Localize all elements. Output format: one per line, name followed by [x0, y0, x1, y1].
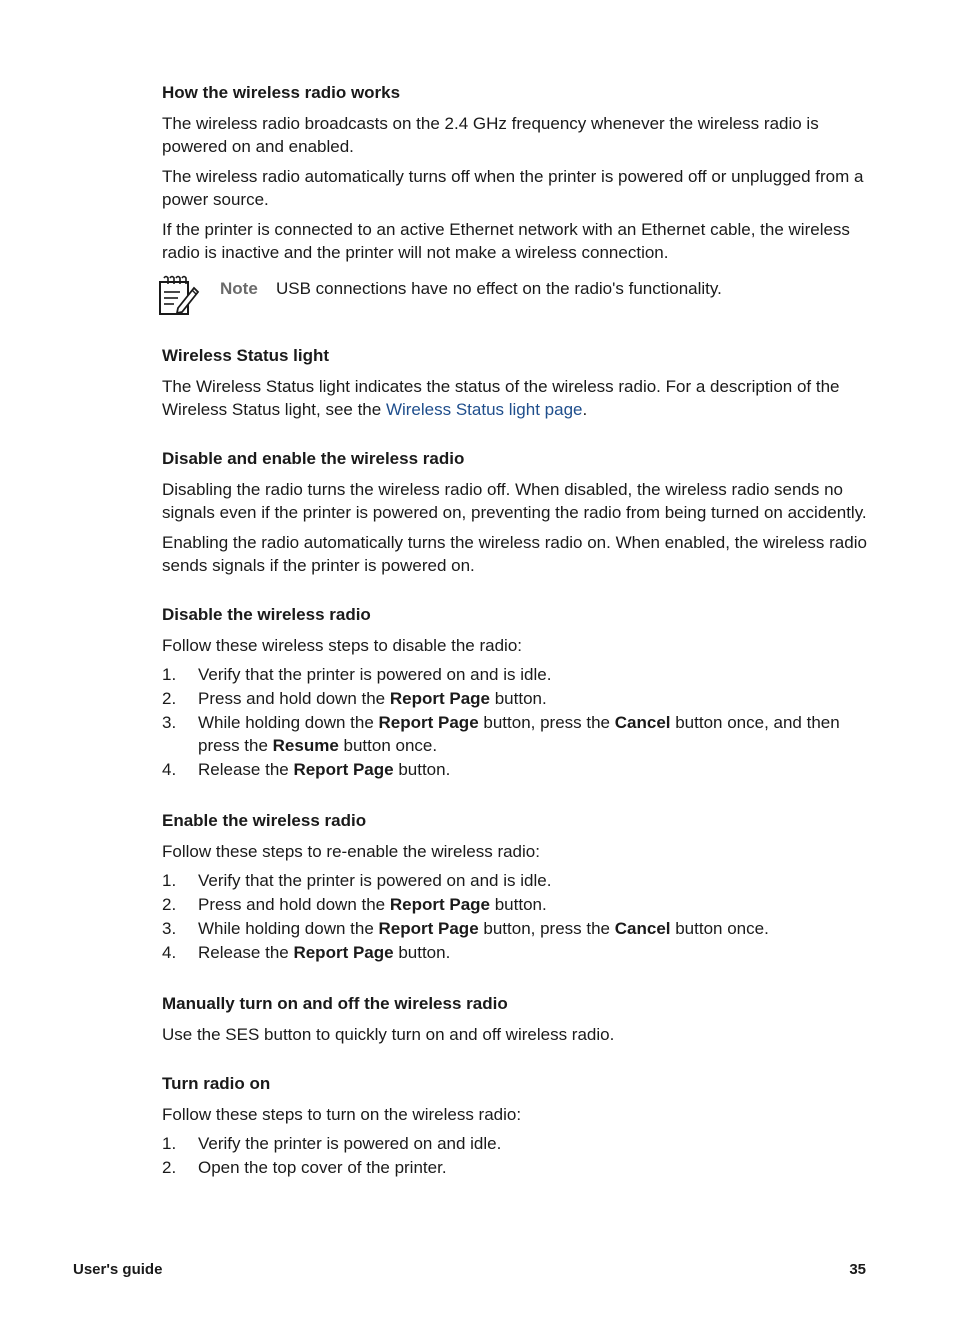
section-heading-disable-enable: Disable and enable the wireless radio — [162, 449, 465, 468]
note-box — [162, 274, 872, 338]
step-text: button. — [393, 759, 451, 779]
section-heading-wireless-status: Wireless Status light — [162, 346, 330, 365]
paragraph — [162, 375, 872, 421]
button-name: Report Page — [389, 689, 490, 708]
list-number: 3. — [162, 713, 177, 732]
step-text: Release the — [198, 759, 294, 779]
text-run: The Wireless Status light indicates the status of the wireless radio. For a description of the Wireless Status light, see the — [162, 377, 840, 419]
step-text: Open the top cover of the printer. — [198, 1157, 447, 1177]
list-item — [162, 918, 872, 941]
step-text: button, press the — [478, 918, 615, 938]
list-item — [162, 942, 872, 965]
step-text: button. — [490, 689, 547, 708]
button-name: Report Page — [293, 942, 394, 962]
step-text: button once, and then press the — [198, 713, 840, 755]
button-name: Report Page — [293, 759, 394, 779]
paragraph: The wireless radio automatically turns off when the printer is powered off or unplugged from a power source. — [162, 167, 864, 209]
note-text: USB connections have no effect on the radio's functionality. — [276, 279, 722, 298]
list-item — [162, 1157, 872, 1180]
step-text: Verify that the printer is powered on and is idle. — [198, 665, 552, 684]
paragraph: Follow these steps to turn on the wireless radio: — [162, 1104, 522, 1124]
section-heading-turn-radio-on: Turn radio on — [162, 1073, 271, 1093]
paragraph: If the printer is connected to an active Ethernet network with an Ethernet cable, the wireless radio is inactive and the printer will not make a wireless connection. — [162, 220, 850, 262]
list-number: 4. — [162, 942, 177, 962]
paragraph: Enabling the radio automatically turns the wireless radio on. When enabled, the wireless radio sends signals if the printer is powered on. — [162, 533, 867, 575]
section-heading-enable: Enable the wireless radio — [162, 810, 367, 830]
note-label: Note — [220, 279, 258, 298]
list-number: 3. — [162, 918, 177, 938]
step-text: Verify that the printer is powered on and is idle. — [198, 870, 552, 890]
button-name: Report Page — [378, 713, 479, 732]
paragraph: Follow these wireless steps to disable the radio: — [162, 636, 523, 655]
step-text: button once. — [338, 735, 438, 755]
step-text: Verify the printer is powered on and idle. — [198, 1133, 502, 1153]
list-number: 2. — [162, 1157, 177, 1177]
button-name: Resume — [272, 735, 339, 755]
paragraph: Disabling the radio turns the wireless radio off. When disabled, the wireless radio sends no signals even if the printer is powered on, preventing the radio from being turned on accidently. — [162, 480, 867, 522]
turn-on-steps-list — [162, 1133, 872, 1180]
step-text: Press and hold down the — [198, 689, 390, 708]
section-heading-manual: Manually turn on and off the wireless radio — [162, 993, 508, 1013]
text-run: . — [582, 400, 588, 419]
step-text: button. — [490, 894, 547, 914]
step-text: button once. — [670, 918, 769, 938]
disable-steps-list — [162, 664, 872, 781]
list-number: 1. — [162, 665, 177, 684]
footer-page-number: 35 — [849, 1261, 866, 1278]
step-text: button. — [393, 942, 451, 962]
list-item — [162, 712, 872, 757]
list-item — [162, 688, 872, 711]
button-name: Cancel — [614, 918, 671, 938]
list-number: 4. — [162, 759, 177, 779]
list-number: 2. — [162, 689, 177, 708]
button-name: Report Page — [378, 918, 479, 938]
section-heading-disable: Disable the wireless radio — [162, 605, 371, 624]
step-text: Release the — [198, 942, 294, 962]
page-content — [162, 82, 872, 1181]
paragraph: The wireless radio broadcasts on the 2.4 GHz frequency whenever the wireless radio is powered on and enabled. — [162, 114, 819, 156]
list-item — [162, 870, 872, 893]
list-item — [162, 759, 872, 782]
paragraph: Follow these steps to re-enable the wireless radio: — [162, 841, 540, 861]
step-text: Press and hold down the — [198, 894, 390, 914]
enable-steps-list — [162, 870, 872, 965]
button-name: Cancel — [614, 713, 671, 732]
step-text: While holding down the — [198, 713, 379, 732]
step-text: button, press the — [478, 713, 615, 732]
list-number: 1. — [162, 1133, 177, 1153]
list-item — [162, 1133, 872, 1156]
note-pad-icon — [158, 274, 202, 318]
wireless-status-light-link[interactable]: Wireless Status light page — [385, 400, 583, 419]
button-name: Report Page — [389, 894, 490, 914]
list-item — [162, 894, 872, 917]
paragraph: Use the SES button to quickly turn on and off wireless radio. — [162, 1024, 615, 1044]
list-number: 1. — [162, 870, 177, 890]
list-number: 2. — [162, 894, 177, 914]
list-item — [162, 664, 872, 687]
step-text: While holding down the — [198, 918, 379, 938]
section-heading-how-it-works: How the wireless radio works — [162, 83, 401, 102]
footer-guide-title: User's guide — [73, 1261, 163, 1278]
